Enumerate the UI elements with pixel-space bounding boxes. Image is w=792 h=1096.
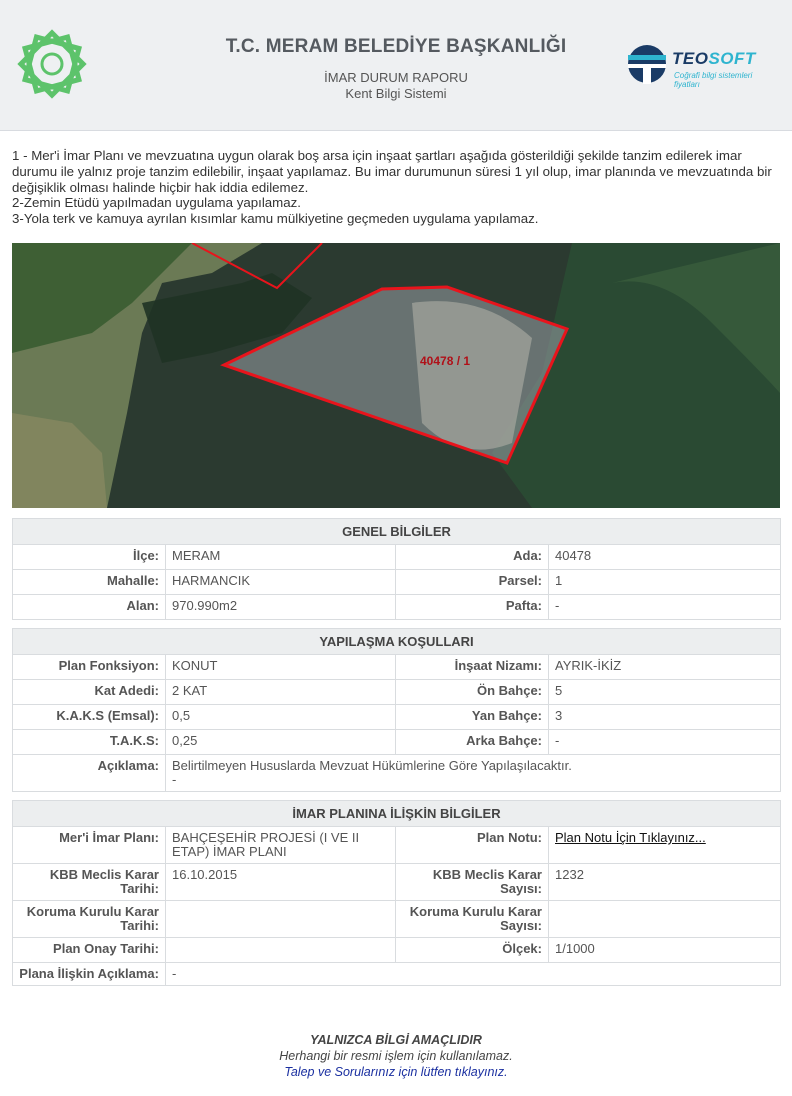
satellite-map-image: [12, 243, 780, 508]
kbb-tarih-value: 16.10.2015: [166, 864, 396, 901]
kat-adedi-value: 2 KAT: [166, 680, 396, 705]
aciklama-value: [166, 755, 781, 792]
teosoft-logo: [626, 40, 766, 90]
insaat-nizami-label: İnşaat Nizamı:: [396, 655, 549, 680]
plan-notu-link[interactable]: Plan Notu İçin Tıklayınız...: [549, 827, 781, 864]
kbb-sayi-label: KBB Meclis Karar Sayısı:: [396, 864, 549, 901]
teosoft-tagline: Coğrafi bilgi sistemleri fiyatları: [674, 71, 753, 89]
koruma-tarih-label: Koruma Kurulu Karar Tarihi:: [13, 901, 166, 938]
plana-aciklama-label: Plana İlişkin Açıklama:: [13, 963, 166, 986]
note-1: 1 - Mer'i İmar Planı ve mevzuatına uygun olarak boş arsa için inşaat şartları aşağıda gösterildiği şekilde tanzim edilerek imar durumu ile yalnız proje tanzim edilebilir, inşaat yapılamaz. Bu imar durumunun süresi 1 yıl olup, imar planında ve mevzuatında bir değişiklik olması halinde hiçbir hak iddia edilemez.: [12, 148, 772, 195]
onay-tarih-value: [166, 938, 396, 963]
koruma-tarih-value: [166, 901, 396, 938]
note-3: 3-Yola terk ve kamuya ayrılan kısımlar kamu mülkiyetine geçmeden uygulama yapılamaz.: [12, 211, 539, 227]
footer-title: YALNIZCA BİLGİ AMAÇLIDIR: [310, 1033, 482, 1047]
report-header: [0, 0, 792, 131]
taks-value: 0,25: [166, 730, 396, 755]
aciklama-label: Açıklama:: [13, 755, 166, 792]
legal-notes: [12, 148, 782, 227]
parcel-map[interactable]: [12, 243, 780, 508]
taks-label: T.A.K.S:: [13, 730, 166, 755]
ada-value: 40478: [549, 545, 781, 570]
olcek-value: 1/1000: [549, 938, 781, 963]
koruma-sayi-label: Koruma Kurulu Karar Sayısı:: [396, 901, 549, 938]
footer-subtitle: Herhangi bir resmi işlem için kullanılamaz.: [279, 1049, 513, 1063]
aciklama-text: Belirtilmeyen Hususlarda Mevzuat Hükümlerine Göre Yapılaşılacaktır.: [172, 758, 572, 773]
koruma-sayi-value: [549, 901, 781, 938]
kaks-label: K.A.K.S (Emsal):: [13, 705, 166, 730]
alan-label: Alan:: [13, 595, 166, 620]
ilce-label: İlçe:: [13, 545, 166, 570]
on-bahce-label: Ön Bahçe:: [396, 680, 549, 705]
meri-plan-label: Mer'i İmar Planı:: [13, 827, 166, 864]
aciklama-dash: -: [172, 772, 177, 787]
ada-label: Ada:: [396, 545, 549, 570]
on-bahce-value: 5: [549, 680, 781, 705]
note-2: 2-Zemin Etüdü yapılmadan uygulama yapılamaz.: [12, 195, 301, 211]
kaks-value: 0,5: [166, 705, 396, 730]
report-subtitle: İMAR DURUM RAPORU: [324, 70, 468, 85]
contact-link[interactable]: Talep ve Sorularınız için lütfen tıklayınız.: [284, 1065, 508, 1079]
section-imar-title: İMAR PLANINA İLİŞKİN BİLGİLER: [13, 801, 781, 827]
section-yapilasma-title: YAPILAŞMA KOŞULLARI: [13, 629, 781, 655]
system-name: Kent Bilgi Sistemi: [345, 86, 447, 101]
plan-fonksiyon-value: KONUT: [166, 655, 396, 680]
yan-bahce-label: Yan Bahçe:: [396, 705, 549, 730]
kbb-sayi-value: 1232: [549, 864, 781, 901]
pafta-label: Pafta:: [396, 595, 549, 620]
parcel-label: 40478 / 1: [420, 354, 471, 368]
plan-fonksiyon-label: Plan Fonksiyon:: [13, 655, 166, 680]
teosoft-emblem-icon: [626, 40, 668, 90]
kbb-tarih-label: KBB Meclis Karar Tarihi:: [13, 864, 166, 901]
yan-bahce-value: 3: [549, 705, 781, 730]
pafta-value: -: [549, 595, 781, 620]
mahalle-value: HARMANCIK: [166, 570, 396, 595]
arka-bahce-label: Arka Bahçe:: [396, 730, 549, 755]
alan-value: 970.990m2: [166, 595, 396, 620]
ilce-value: MERAM: [166, 545, 396, 570]
olcek-label: Ölçek:: [396, 938, 549, 963]
meram-municipality-logo: [12, 24, 92, 104]
section-genel-title: GENEL BİLGİLER: [13, 519, 781, 545]
info-table: [12, 518, 781, 986]
mahalle-label: Mahalle:: [13, 570, 166, 595]
arka-bahce-value: -: [549, 730, 781, 755]
onay-tarih-label: Plan Onay Tarihi:: [13, 938, 166, 963]
page-title: T.C. MERAM BELEDİYE BAŞKANLIĞI: [225, 36, 567, 57]
meri-plan-value: BAHÇEŞEHİR PROJESİ (I VE II ETAP) İMAR PLANI: [166, 827, 396, 864]
plana-aciklama-value: -: [166, 963, 781, 986]
parsel-value: 1: [549, 570, 781, 595]
insaat-nizami-value: AYRIK-İKİZ: [549, 655, 781, 680]
page-footer: [0, 1032, 792, 1080]
kat-adedi-label: Kat Adedi:: [13, 680, 166, 705]
plan-notu-label: Plan Notu:: [396, 827, 549, 864]
teosoft-brand-name: TEOSOFT: [672, 49, 756, 68]
parsel-label: Parsel:: [396, 570, 549, 595]
